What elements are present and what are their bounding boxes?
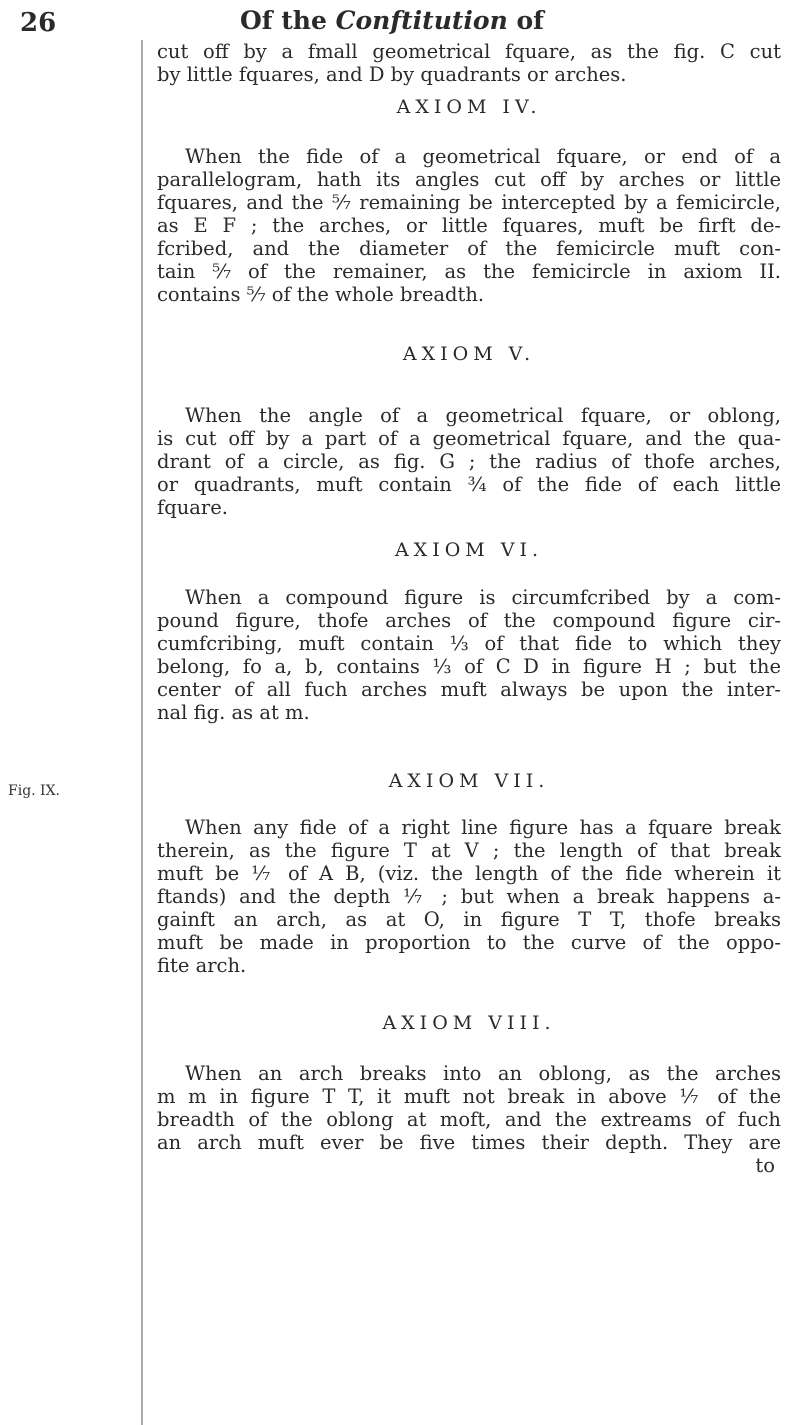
text-line: m m in figure T T, it muft not break in above ⅐ of the: [157, 1085, 781, 1108]
text-line: therein, as the figure T at V ; the length of that break: [157, 839, 781, 862]
text-line: breadth of the oblong at moft, and the extreams of fuch: [157, 1108, 781, 1131]
text-line: as E F ; the arches, or little fquares, muft be firft de-: [157, 214, 781, 237]
paragraph-axiom-4: [157, 145, 781, 306]
text-line: fite arch.: [157, 954, 247, 977]
text-line: drant of a circle, as fig. G ; the radius of thofe arches,: [157, 450, 781, 473]
side-note-figure: Fig. IX.: [8, 783, 61, 799]
text-line: by little fquares, and D by quadrants or arches.: [157, 63, 627, 86]
margin-rule: [141, 40, 143, 1425]
axiom-heading: AXIOM VI.: [394, 539, 544, 561]
text-line: fquares, and the ⁵⁄₇ remaining be intercepted by a femicircle,: [157, 191, 781, 214]
text-line: When an arch breaks into an oblong, as the arches: [185, 1062, 781, 1085]
text-line: When the fide of a geometrical fquare, or end of a: [185, 145, 781, 168]
text-line: contains ⁵⁄₇ of the whole breadth.: [157, 283, 485, 306]
running-head-suffix: of: [516, 6, 544, 35]
running-head-title: Conftitution: [335, 6, 508, 35]
text-line: tain ⁵⁄₇ of the remainer, as the femicircle in axiom II.: [157, 260, 781, 283]
text-line: muft be ⅐ of A B, (viz. the length of the fide wherein it: [157, 862, 781, 885]
axiom-heading: AXIOM VIII.: [382, 1012, 556, 1034]
text-line: pound figure, thofe arches of the compound figure cir-: [157, 609, 781, 632]
text-line: center of all fuch arches muft always be upon the inter-: [157, 678, 781, 701]
text-line: parallelogram, hath its angles cut off by arches or little: [157, 168, 781, 191]
paragraph-continuation: [157, 40, 781, 86]
text-line: is cut off by a part of a geometrical fquare, and the qua-: [157, 427, 781, 450]
paragraph-axiom-8: [157, 1062, 781, 1154]
running-head: [240, 6, 544, 35]
text-line: gainft an arch, as at O, in figure T T, thofe breaks: [157, 908, 781, 931]
catchword-text: to: [755, 1154, 775, 1177]
catchword: [157, 1154, 781, 1177]
text-line: ftands) and the depth ⅐ ; but when a break happens a-: [157, 885, 781, 908]
axiom-heading: AXIOM IV.: [396, 96, 542, 118]
text-line: When the angle of a geometrical fquare, or oblong,: [185, 404, 781, 427]
paragraph-axiom-6: [157, 586, 781, 724]
text-line: muft be made in proportion to the curve of the oppo-: [157, 931, 781, 954]
axiom-heading: AXIOM V.: [402, 343, 536, 365]
paragraph-axiom-5: [157, 404, 781, 519]
text-line: fquare.: [157, 496, 228, 519]
text-line: or quadrants, muft contain ¾ of the fide of each little: [157, 473, 781, 496]
page-number: 26: [20, 8, 57, 38]
paragraph-axiom-7: [157, 816, 781, 977]
text-line: cut off by a fmall geometrical fquare, as the fig. C cut: [157, 40, 781, 63]
text-line: When a compound figure is circumfcribed by a com-: [185, 586, 781, 609]
text-line: belong, fo a, b, contains ⅓ of C D in figure H ; but the: [157, 655, 781, 678]
text-line: fcribed, and the diameter of the femicircle muft con-: [157, 237, 781, 260]
text-line: an arch muft ever be five times their depth. They are: [157, 1131, 781, 1154]
running-head-prefix: Of the: [240, 6, 327, 35]
text-line: nal fig. as at m.: [157, 701, 310, 724]
axiom-heading: AXIOM VII.: [388, 770, 550, 792]
text-line: cumfcribing, muft contain ⅓ of that fide to which they: [157, 632, 781, 655]
text-line: When any fide of a right line figure has a fquare break: [185, 816, 781, 839]
